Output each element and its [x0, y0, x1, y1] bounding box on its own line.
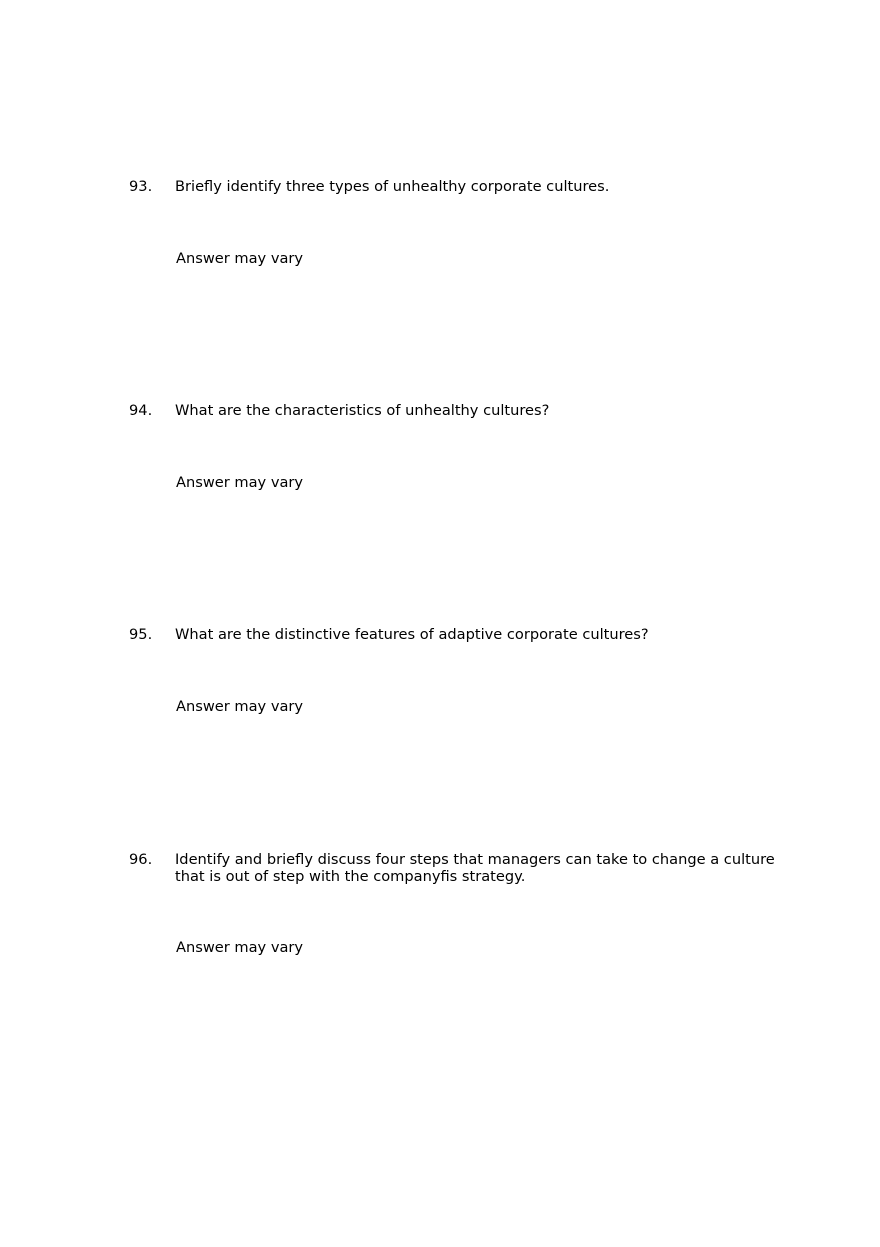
question-row: [129, 626, 789, 643]
question-text: Briefly identify three types of unhealthy corporate cultures.: [175, 178, 610, 195]
question-number: 94.: [129, 402, 153, 419]
question-row: [129, 851, 789, 885]
question-93: [129, 178, 789, 195]
question-95: [129, 626, 789, 643]
answer-93: Answer may vary: [176, 250, 304, 267]
question-number: 95.: [129, 626, 153, 643]
question-row: [129, 402, 789, 419]
answer-95: Answer may vary: [176, 698, 304, 715]
question-96: [129, 851, 789, 885]
question-row: [129, 178, 789, 195]
question-number: 96.: [129, 851, 153, 868]
question-94: [129, 402, 789, 419]
answer-94: Answer may vary: [176, 474, 304, 491]
answer-96: Answer may vary: [176, 939, 304, 956]
question-number: 93.: [129, 178, 153, 195]
question-text: Identify and briefly discuss four steps that managers can take to change a culture that is out of step with the companyfis strategy.: [175, 851, 775, 885]
question-text: What are the characteristics of unhealthy cultures?: [175, 402, 550, 419]
question-text: What are the distinctive features of adaptive corporate cultures?: [175, 626, 649, 643]
